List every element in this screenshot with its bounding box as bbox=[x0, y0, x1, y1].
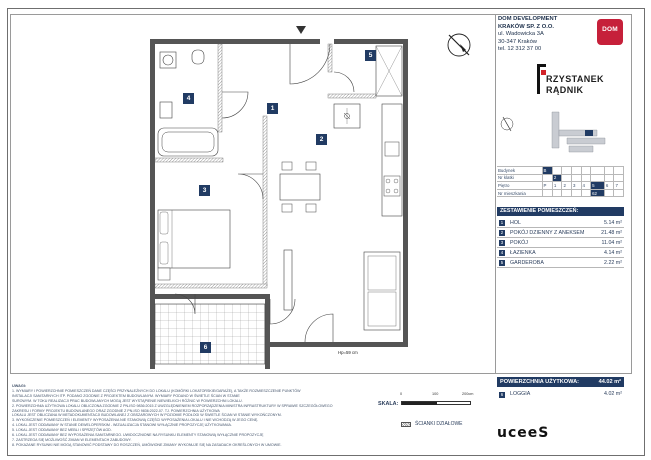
company-phone: tel. 12 312 37 00 bbox=[498, 46, 542, 52]
building-label: Budynek bbox=[497, 167, 542, 175]
loggia-wall-right bbox=[265, 299, 270, 369]
room-label-5: 5 bbox=[365, 50, 376, 61]
room-number: 4 bbox=[500, 250, 504, 255]
room-area: 11.04 m² bbox=[601, 240, 622, 246]
note-line: 6. LOKAL JEST ODDAWANY BEZ WYPOSAŻENIA SANITARNEGO. UWIDOCZNIONE NA RYSUNKU ELEMENTY STANOWIĄ WYŁĄCZNIE PROPOZYCJĘ bbox=[12, 433, 264, 438]
room-label-4: 4 bbox=[183, 93, 194, 104]
total-value: 44.02 m² bbox=[598, 379, 621, 385]
rooms-header: ZESTAWIENIE POMIESZCZEŃ: bbox=[497, 207, 624, 216]
note-line: 8. POKAZANE RYSUNKI NIE MOGĄ STANOWIĆ PODSTAWY DO ROSZCZEŃ, UMÓWIONE ZMIANY WYKONUJE SIĘ NA ZASADACH OKREŚLONYCH W UMOWIE. bbox=[12, 442, 282, 447]
note-line: LOKALU JEST OBLICZANA W METADOKUMENTACJI BUDOWLANEJ Z OBSZAROWYCH W POZIOMIE PODŁOGI W ŚWIETLE ŚCIAN W STANIE WYKOŃCZONYM. bbox=[12, 413, 282, 418]
room-label-2: 2 bbox=[316, 134, 327, 145]
room-row bbox=[497, 248, 624, 258]
room-number: 3 bbox=[500, 240, 504, 245]
building-value: B bbox=[542, 167, 552, 175]
room-number: 5 bbox=[500, 260, 504, 265]
outer-wall-right bbox=[403, 44, 408, 344]
room-name: POKÓJ bbox=[510, 240, 528, 246]
kitchen-counter bbox=[382, 104, 402, 216]
floor-4: 4 bbox=[581, 182, 591, 190]
apartment-value: 62 bbox=[591, 189, 605, 197]
note-line: SUROWYM. W TOKU REALIZACJI PRAC BUDOWLANYCH MOGĄ JEST WYSTĄPIENIE NIEWIELKICH RÓŻNIC W POWIERZCHNI LOKALU. bbox=[12, 398, 243, 403]
note-line: 7. ZASTRZEGA SIĘ MOŻLIWOŚĆ ZMIAN W ELEMENTACH ZABUDOWY. bbox=[12, 437, 132, 442]
floor-3: 3 bbox=[571, 182, 581, 190]
window-height-note: Hp=59 cm bbox=[338, 350, 358, 355]
scale-tick-200: 200cm bbox=[462, 392, 474, 396]
floor-6: 6 bbox=[604, 182, 614, 190]
scale-tick-100: 100 bbox=[432, 392, 439, 396]
room-name: POKÓJ DZIENNY Z ANEKSEM bbox=[510, 230, 585, 236]
room-row bbox=[497, 218, 624, 228]
rooms-list bbox=[497, 218, 624, 268]
hall-wall bbox=[263, 116, 267, 286]
room-row bbox=[497, 228, 624, 238]
room-name: HOL bbox=[510, 220, 521, 226]
room-row bbox=[497, 258, 624, 268]
nightstand bbox=[158, 268, 170, 280]
bath-wall-bottom bbox=[155, 158, 223, 162]
washing-machine bbox=[160, 52, 176, 68]
sofa bbox=[364, 252, 400, 330]
outer-wall-top-right bbox=[334, 39, 408, 44]
floor-1: 1 bbox=[552, 182, 562, 190]
toilet bbox=[192, 50, 204, 64]
project-logo bbox=[532, 60, 620, 100]
room-area: 5.14 m² bbox=[604, 220, 622, 226]
developer-address bbox=[498, 16, 593, 54]
room-area: 2.22 m² bbox=[604, 260, 622, 266]
site-location-map bbox=[497, 108, 625, 158]
entry-door bbox=[290, 44, 330, 84]
loggia-number: 6 bbox=[500, 391, 504, 397]
loggia-wall bbox=[150, 299, 155, 369]
scale-tick-0: 0 bbox=[400, 392, 403, 396]
room-area: 4.14 m² bbox=[604, 250, 622, 256]
outer-wall-top bbox=[150, 39, 320, 44]
room-name: ŁAZIENKA bbox=[510, 250, 536, 256]
loggia-name: LOGGIA bbox=[510, 391, 531, 397]
tv-unit bbox=[284, 250, 292, 310]
brand-text: uceeS bbox=[497, 425, 550, 441]
cooktop bbox=[384, 176, 400, 196]
bedroom-door bbox=[238, 174, 263, 199]
scale-legend bbox=[378, 392, 490, 432]
stair-value: 2 bbox=[552, 174, 562, 182]
dom-development-logo bbox=[597, 19, 623, 45]
room-row bbox=[497, 238, 624, 248]
loggia-row bbox=[497, 390, 624, 399]
bath-wall-right bbox=[218, 44, 222, 132]
loggia-tiles bbox=[155, 304, 265, 364]
note-line: 4. LOKAL JEST ODDAWANY W STANIE DEWELOPERSKIM - WIZUALIZACJA STANOWI WYŁĄCZNIE PROPOZYCJĘ UŻYTKOWANIA. bbox=[12, 423, 232, 428]
sink bbox=[160, 102, 172, 118]
room-label-1: 1 bbox=[267, 103, 278, 114]
note-line: ZAKRESU I FORMY PROJEKTU BUDOWLANEGO ORAZ ZGODNIE Z PN-ISO 9836:2022-07. TJ. POWIERZCHNIA UŻYTKOWA bbox=[12, 408, 220, 413]
wardrobe-wall bbox=[328, 94, 376, 98]
note-line: 2. POWIERZCHNIA UŻYTKOWA LOKALU OBLICZONA ZGODNIE Z PN-ISO 9836:2015 Z UWZGLĘDNIENIEM ROZPORZĄDZENIA MINISTRA INFRASTRUKTURY W SPRAWIE SZCZEGÓŁOWEGO bbox=[12, 403, 333, 408]
floor-7: 7 bbox=[614, 182, 624, 190]
kitchen-sink bbox=[385, 142, 399, 156]
room-label-6: 6 bbox=[200, 342, 211, 353]
scale-label: SKALA: bbox=[378, 401, 399, 407]
apartment-label: Nr mieszkania bbox=[497, 189, 542, 197]
ucees-logo bbox=[497, 424, 577, 440]
room-area: 21.48 m² bbox=[601, 230, 622, 236]
room-name: GARDEROBA bbox=[510, 260, 544, 266]
dining-table bbox=[280, 174, 320, 200]
company-city: 30-347 Kraków bbox=[498, 38, 537, 45]
bed bbox=[158, 210, 230, 268]
dom-logo-text: DOM bbox=[602, 26, 618, 33]
outer-wall-bottom-right bbox=[270, 342, 408, 347]
scale-bar bbox=[401, 401, 471, 405]
loggia-area: 4.02 m² bbox=[604, 391, 622, 397]
total-label: POWIERZCHNIA UŻYTKOWA: bbox=[500, 379, 580, 385]
floor-2: 2 bbox=[562, 182, 572, 190]
note-line: 5. LOKAL JEST ODDAWANY BEZ MEBLI I SPRZĘTÓW AGD. bbox=[12, 428, 112, 433]
partition-wall-swatch bbox=[401, 422, 411, 427]
room-number: 2 bbox=[500, 230, 504, 235]
company-street: ul. Wadowicka 3A bbox=[498, 31, 544, 37]
apartment-plan bbox=[120, 24, 420, 369]
notes-block bbox=[12, 384, 360, 448]
note-line: 1. WYMIARY I POWIERZCHNIE POMIESZCZEŃ DANE CZĘŚCI PRZYNALEŻNYCH DO LOKALU (KOMÓRKI LOKATORSKIE/GARAŻE), A TAKŻE ROZMIESZCZENIE PUNKTÓW bbox=[12, 388, 301, 393]
note-line: INSTALACJI SANITARNYCH ITP. PODANO ZGODNIE Z PROJEKTEM BUDOWLANYM. WYMIARY PODANO W ŚWIETLE ŚCIAN W STANIE bbox=[12, 393, 240, 398]
note-line: 3. WYKOŃCZENIE POMIESZCZEŃ I ELEMENTY WYPOSAŻENIA NIE STANOWIĄ CZĘŚCI WYPOSAŻENIA LOKALU I NIE WCHODZĄ W JEGO CENĘ. bbox=[12, 418, 259, 423]
stair-label: Nr klatki bbox=[497, 174, 542, 182]
project-name-line2: RĄDNIK bbox=[546, 85, 584, 95]
floor-p: P bbox=[542, 182, 552, 190]
floor-label: Piętro bbox=[497, 182, 542, 190]
outer-wall-left bbox=[150, 39, 155, 294]
balcony-door-right bbox=[305, 314, 333, 342]
outer-wall-bottom-left bbox=[150, 294, 270, 299]
wardrobe-door bbox=[334, 72, 354, 92]
bathroom-door bbox=[222, 92, 248, 118]
location-table bbox=[497, 166, 624, 197]
room-wall bbox=[155, 284, 267, 288]
usable-area-total bbox=[497, 377, 624, 387]
room-number: 1 bbox=[500, 220, 504, 225]
partition-wall-label: ŚCIANKI DZIAŁOWE bbox=[415, 421, 463, 427]
floor-5: 5 bbox=[591, 182, 605, 190]
entry-marker-icon bbox=[296, 26, 306, 34]
company-name-1: DOM DEVELOPMENT bbox=[498, 16, 558, 22]
notes-heading: UWAGI: bbox=[12, 384, 27, 388]
room-label-3: 3 bbox=[199, 185, 210, 196]
company-name-2: KRAKÓW SP. Z O.O. bbox=[498, 23, 554, 30]
project-name-line1: RZYSTANEK bbox=[546, 74, 604, 84]
north-arrow-icon bbox=[444, 30, 474, 60]
